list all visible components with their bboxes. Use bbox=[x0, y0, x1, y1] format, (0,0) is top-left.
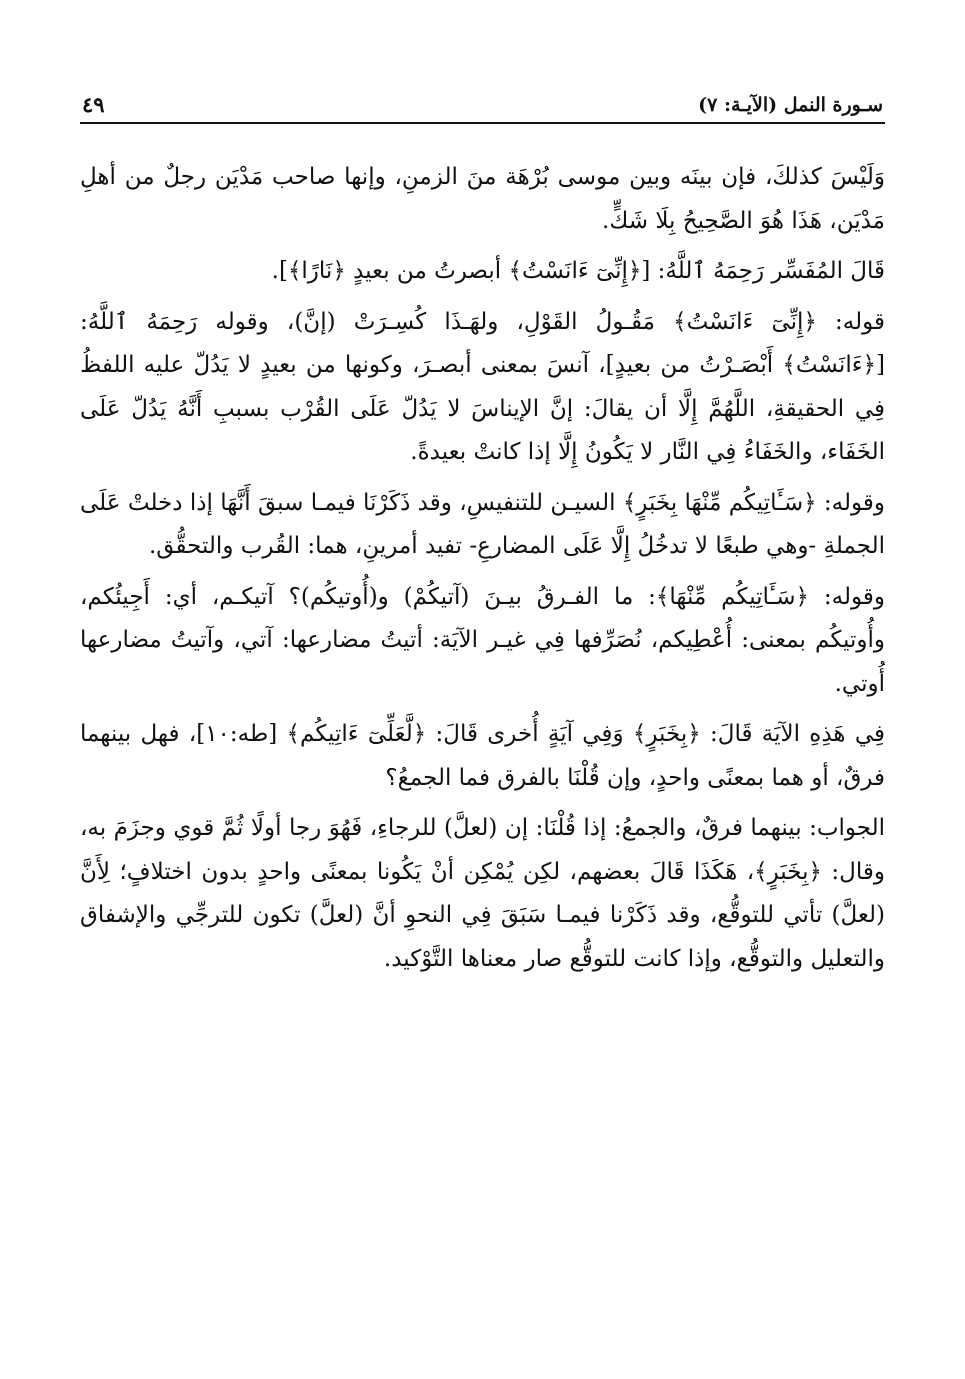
page-body bbox=[80, 156, 885, 981]
paragraph: وَلَيْسَ كذلكَ، فإن بينَه وبين موسى بُرْهَة منَ الزمنِ، وإنها صاحب مَدْيَن رجلٌ من أهلِ مَدْيَن، هَذَا هُوَ الصَّحِيحُ بِلَا شَكٍّ. bbox=[80, 164, 885, 234]
paragraph: وقوله: ﴿سَـَٔاتِيكُم مِّنْهَا بِخَبَرٍ﴾ السيـن للتنفيسِ، وقد ذَكَرْنَا فيمـا سبقَ أَنَّهَا إذا دخلتْ عَلَى الجملةِ -وهي طبعًا لا تدخُلُ إِلَّا عَلَى المضارعِ- تفيد أمرينِ، هما: القُرب والتحقُّق. bbox=[80, 489, 885, 559]
page-number: ٤٩ bbox=[82, 92, 105, 117]
paragraph: قَالَ المُفَسِّر رَحِمَهُ ٱللَّهُ: [﴿إِنِّىٓ ءَانَسْتُ﴾ أبصرتُ من بعيدٍ ﴿نَارًا﴾]. bbox=[271, 258, 885, 284]
paragraph: قوله: ﴿إِنِّىٓ ءَانَسْتُ﴾ مَقُـولُ القَوْلِ، ولهَـذَا كُسِـرَتْ (إنَّ)، وقوله رَحِمَهُ ٱللَّهُ: [﴿ءَانَسْتُ﴾ أَبْصَـرْتُ من بعيدٍ]، آنسَ بمعنى أبصـرَ، وكونها من بعيدٍ لا يَدُلّ عليه اللفظُ فِي الحقيقةِ، اللَّهُمَّ إِلَّا أن يقالَ: إنَّ الإيناسَ لا يَدُلّ عَلَى القُرْب بسببِ أَنَّهُ يَدُلّ عَلَى الخَفَاء، والخَفَاءُ فِي النَّار لا يَكُونُ إِلَّا إذا كانتْ بعيدةً. bbox=[80, 308, 885, 465]
header-rule bbox=[80, 122, 885, 124]
running-header bbox=[80, 90, 885, 124]
paragraph: الجواب: بينهما فرقٌ، والجمعُ: إذا قُلْنَا: إن (لعلَّ) للرجاءِ، فَهُوَ رجا أولًا ثُمَّ قوي وجزَمَ به، وقال: ﴿بِخَبَرٍ﴾، هَكَذَا قَالَ بعضهم، لكِن يُمْكِن أنْ يَكُونا بمعنًى واحدٍ بدون اختلافٍ؛ لِأَنَّ (لعلَّ) تأتي للتوقُّع، وقد ذَكَرْنا فيمـا سَبَقَ فِي النحوِ أنَّ (لعلَّ) تكون للترجِّي والإشفاق والتعليل والتوقُّع، وإذا كانت للتوقُّع صار معناها التَّوْكيد. bbox=[80, 815, 885, 972]
header-title: سـورة النمل (الآيـة: ٧) bbox=[698, 94, 883, 116]
paragraph: فِي هَذِهِ الآيَة قَالَ: ﴿بِخَبَرٍ﴾ وَفِي آيَةٍ أُخرى قَالَ: ﴿لَّعَلِّىٓ ءَاتِيكُم﴾ [طه:١٠]، فهل بينهما فرقٌ، أو هما بمعنًى واحدٍ، وإن قُلْنَا بالفرق فما الجمعُ؟ bbox=[80, 721, 885, 791]
book-page bbox=[80, 90, 885, 988]
paragraph: وقوله: ﴿سَـَٔاتِيكُم مِّنْهَا﴾: ما الفـرقُ بيـنَ (آتيكُمْ) و(أُوتيكُم)؟ آتيكـم، أي: أَجِيئُكم، وأُوتيكُم بمعنى: أُعْطِيكم، نُصَرِّفها فِي غيـر الآيَة: أتيتُ مضارعها: آتي، وآتيتُ مضارعها أُوتي. bbox=[80, 583, 885, 697]
